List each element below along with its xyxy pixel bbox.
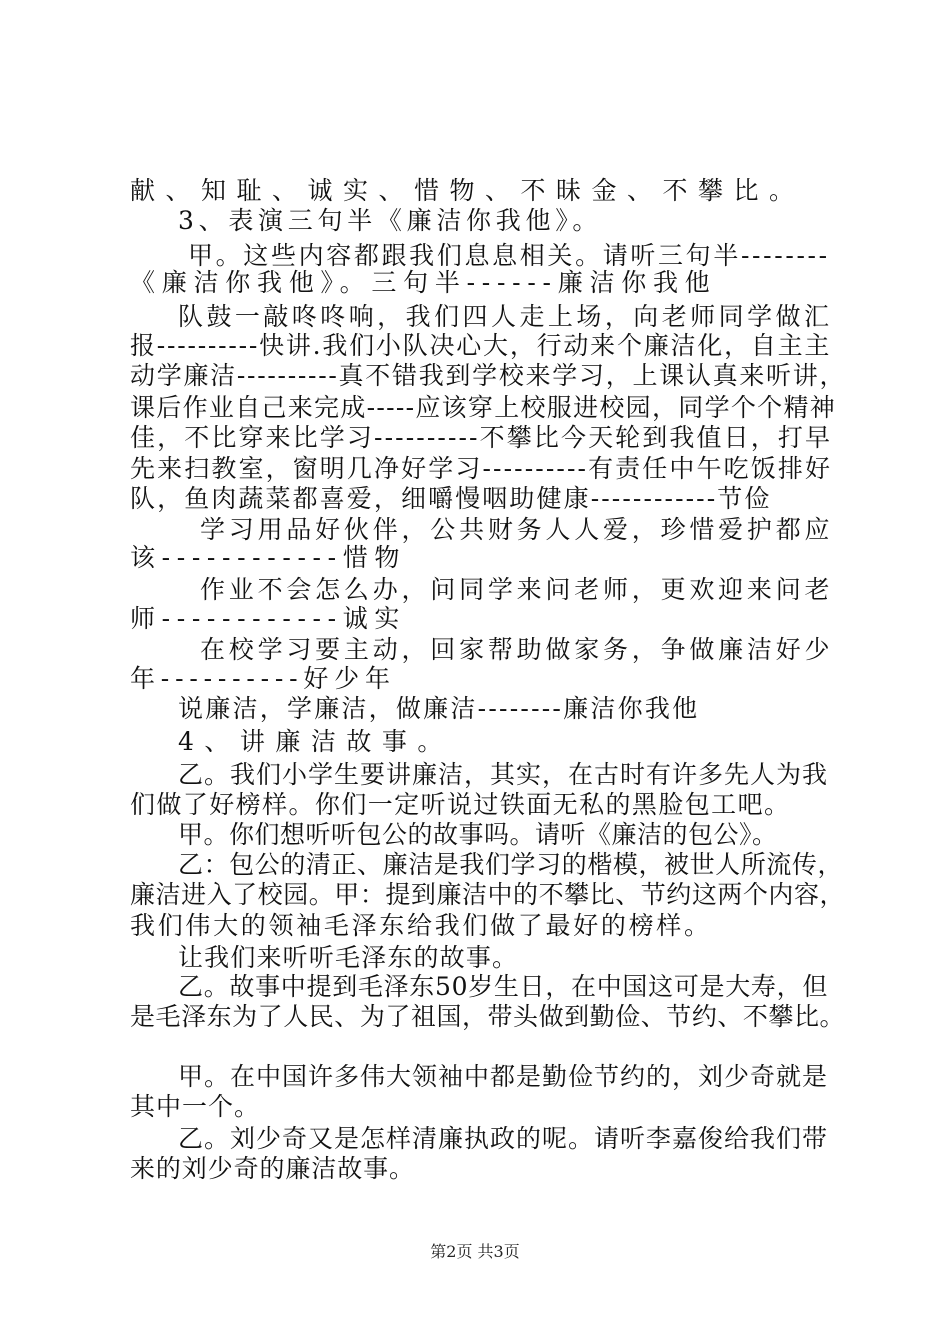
- page-footer: 第2页 共3页: [430, 1242, 520, 1261]
- text-line: 队，鱼肉蔬菜都喜爱，细嚼慢咽助健康------------节俭: [130, 484, 772, 513]
- text-line: 其中一个。: [130, 1092, 261, 1121]
- text-line: 我们伟大的领袖毛泽东给我们做了最好的榜样。: [130, 911, 712, 940]
- text-line: 乙。故事中提到毛泽东50岁生日，在中国这可是大寿，但: [178, 972, 829, 1001]
- text-line: 乙。刘少奇又是怎样清廉执政的呢。请听李嘉俊给我们带: [178, 1124, 829, 1153]
- text-line: 课后作业自己来完成-----应该穿上校服进校园，同学个个精神: [130, 393, 837, 422]
- text-line: 队鼓一敲咚咚响，我们四人走上场，向老师同学做汇: [178, 302, 833, 331]
- text-line: 动学廉洁----------真不错我到学校来学习，上课认真来听讲，: [130, 361, 847, 390]
- text-line: 甲。这些内容都跟我们息息相关。请听三句半--------: [188, 241, 830, 270]
- text-line: 3、表演三句半《廉洁你我他》。: [178, 206, 603, 235]
- text-line: 说廉洁，学廉洁，做廉洁--------廉洁你我他: [178, 694, 700, 723]
- text-line: 在校学习要主动，回家帮助做家务，争做廉洁好少: [200, 635, 834, 664]
- text-line: 作业不会怎么办，问同学来问老师，更欢迎来问老: [200, 575, 834, 604]
- text-line: 乙：包公的清正、廉洁是我们学习的楷模，被世人所流传，: [178, 850, 844, 879]
- text-line: 师------------诚实: [130, 604, 407, 633]
- text-line: 报----------快讲.我们小队决心大，行动来个廉洁化，自主主: [130, 331, 832, 360]
- text-line: 是毛泽东为了人民、为了祖国，带头做到勤俭、节约、不攀比。: [130, 1002, 846, 1031]
- text-line: 学习用品好伙伴，公共财务人人爱，珍惜爱护都应: [200, 515, 834, 544]
- text-line: 4、讲廉洁故事。: [178, 727, 453, 756]
- text-line: 该------------惜物: [130, 543, 407, 572]
- text-line: 们做了好榜样。你们一定听说过铁面无私的黑脸包工吧。: [130, 790, 791, 819]
- text-line: 先来扫教室，窗明几净好学习----------有责任中午吃饭排好: [130, 454, 833, 483]
- text-line: 年----------好少年: [130, 664, 396, 693]
- text-line: 佳，不比穿来比学习----------不攀比今天轮到我值日，打早: [130, 423, 833, 452]
- text-line: 廉洁进入了校园。甲：提到廉洁中的不攀比、节约这两个内容，: [130, 880, 846, 909]
- text-line: 献、知耻、诚实、惜物、不昧金、不攀比。: [130, 176, 805, 205]
- text-line: 甲。在中国许多伟大领袖中都是勤俭节约的，刘少奇就是: [178, 1062, 829, 1091]
- text-line: 让我们来听听毛泽东的故事。: [178, 943, 519, 972]
- text-line: 来的刘少奇的廉洁故事。: [130, 1154, 415, 1183]
- text-line: 甲。你们想听听包公的故事吗。请听《廉洁的包公》。: [178, 820, 778, 849]
- text-line: 《廉洁你我他》。三句半------廉洁你我他: [130, 268, 717, 297]
- text-line: 乙。我们小学生要讲廉洁，其实，在古时有许多先人为我: [178, 760, 829, 789]
